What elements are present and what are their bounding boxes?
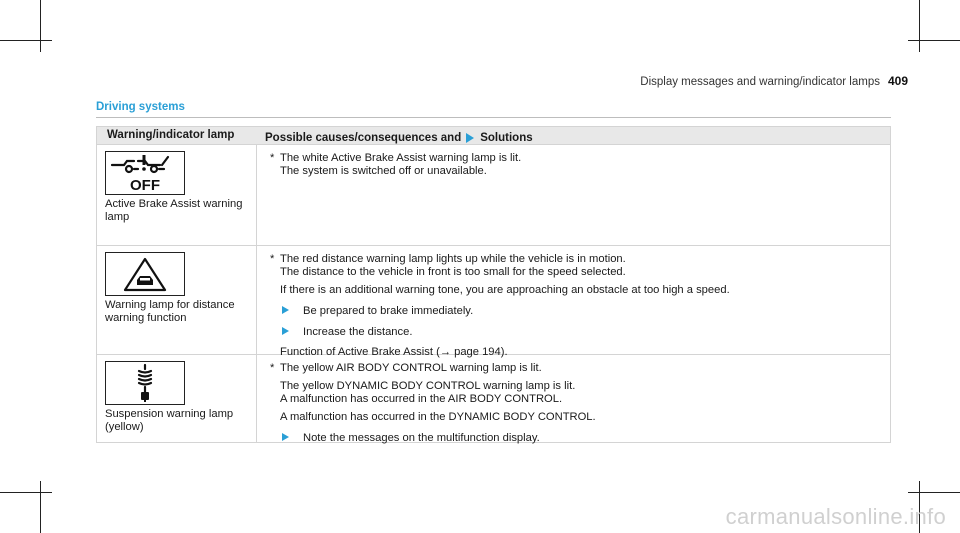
crop-mark bbox=[919, 0, 920, 52]
header-title: Display messages and warning/indicator lamps bbox=[640, 76, 880, 88]
col1-header: Warning/indicator lamp bbox=[107, 129, 235, 141]
section-title: Driving systems bbox=[96, 101, 185, 113]
causes-cell bbox=[257, 246, 890, 359]
cause-line: * The white Active Brake Assist warning lamp is lit. bbox=[270, 152, 522, 164]
solution-step: Note the messages on the multifunction display. bbox=[270, 432, 880, 445]
solution-step: Be prepared to brake immediately. bbox=[270, 305, 880, 318]
cause-line: * The yellow AIR BODY CONTROL warning lamp is lit. bbox=[270, 362, 542, 374]
cause-line: The system is switched off or unavailable. bbox=[280, 164, 487, 177]
page-reference: Function of Active Brake Assist (→ page 194). bbox=[280, 346, 508, 359]
cause-line: The distance to the vehicle in front is too small for the speed selected. bbox=[280, 265, 626, 278]
active-brake-assist-off-icon bbox=[105, 151, 185, 195]
lamp-name: Suspension warning lamp (yellow) bbox=[105, 408, 234, 433]
col2-header-solutions: Solutions bbox=[480, 132, 533, 144]
crop-mark bbox=[40, 481, 41, 533]
crop-mark bbox=[0, 492, 52, 493]
cause-line: If there is an additional warning tone, you are approaching an obstacle at too high a speed. bbox=[280, 283, 730, 296]
lamp-cell bbox=[97, 246, 257, 354]
lamp-cell bbox=[97, 355, 257, 442]
page-header bbox=[640, 75, 908, 89]
svg-text:OFF: OFF bbox=[130, 177, 160, 193]
title-divider bbox=[96, 117, 891, 118]
solution-arrow-icon bbox=[282, 306, 289, 314]
solution-arrow-icon bbox=[282, 433, 289, 441]
table-row bbox=[97, 354, 890, 442]
lamp-name: Warning lamp for distance warning function bbox=[105, 299, 235, 324]
warning-lamp-table bbox=[96, 126, 891, 443]
causes-cell bbox=[257, 145, 890, 245]
crop-mark bbox=[908, 492, 960, 493]
solution-step: Increase the distance. bbox=[270, 326, 880, 339]
table-row bbox=[97, 144, 890, 245]
asterisk: * bbox=[270, 253, 275, 265]
lamp-cell bbox=[97, 145, 257, 245]
crop-mark bbox=[908, 40, 960, 41]
page-number: 409 bbox=[887, 74, 908, 88]
lamp-name: Active Brake Assist warning lamp bbox=[105, 198, 243, 223]
solution-arrow-icon bbox=[282, 327, 289, 335]
causes-cell bbox=[257, 355, 890, 442]
table-row bbox=[97, 245, 890, 359]
asterisk: * bbox=[270, 362, 275, 374]
watermark: carmanualsonline.info bbox=[725, 503, 946, 529]
solution-arrow-icon bbox=[466, 133, 474, 143]
crop-mark bbox=[40, 0, 41, 52]
col2-header bbox=[257, 127, 890, 144]
suspension-warning-icon bbox=[105, 361, 185, 405]
cause-line: A malfunction has occurred in the AIR BODY CONTROL. bbox=[280, 392, 563, 405]
cause-line: A malfunction has occurred in the DYNAMIC BODY CONTROL. bbox=[280, 410, 596, 423]
table-header bbox=[97, 127, 890, 144]
col2-header-text: Possible causes/consequences and bbox=[265, 132, 462, 144]
asterisk: * bbox=[270, 152, 275, 164]
cause-line: The yellow DYNAMIC BODY CONTROL warning lamp is lit. bbox=[280, 379, 576, 392]
crop-mark bbox=[0, 40, 52, 41]
distance-warning-triangle-icon bbox=[105, 252, 185, 296]
cause-line: * The red distance warning lamp lights up while the vehicle is in motion. bbox=[270, 253, 626, 265]
